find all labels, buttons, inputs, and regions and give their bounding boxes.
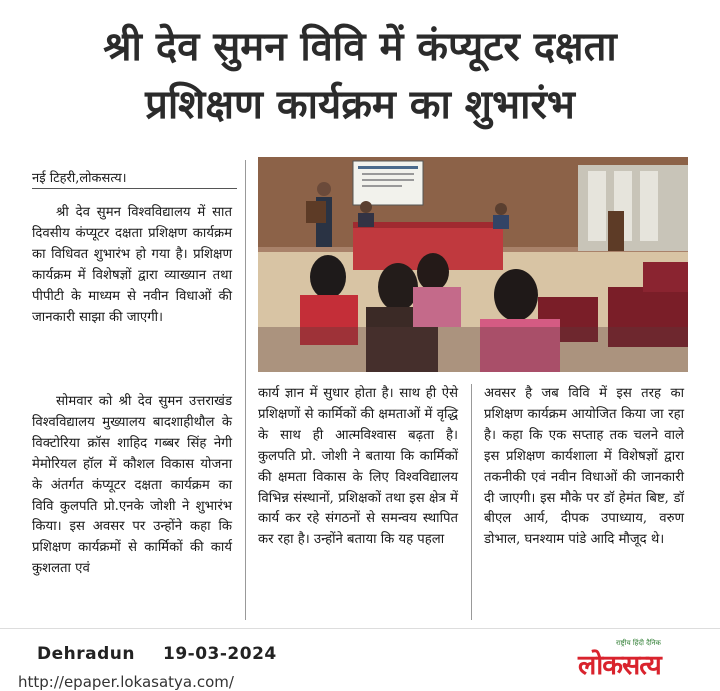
headline-line-2: प्रशिक्षण कार्यक्रम का शुभारंभ <box>145 82 575 128</box>
column-1-paragraph-1 <box>32 203 232 328</box>
newspaper-logo <box>578 641 704 681</box>
epaper-url[interactable]: http://epaper.lokasatya.com/ <box>18 673 234 691</box>
dateline: नई टिहरी,लोकसत्य। <box>32 168 237 189</box>
column-3 <box>484 384 684 551</box>
paragraph: सोमवार को श्री देव सुमन उत्तराखंड विश्वविद्यालय मुख्यालय बादशाहीथौल के विक्टोरिया क्रॉस शाहिद गब्बर सिंह नेगी मेमोरियल हॉल में कौशल विकास योजना के अंतर्गत कंप्यूटर दक्षता कार्यक्रम का विवि कुलपति प्रो.एनके जोशी ने शुभारंभ किया। इस अवसर पर उन्होंने कहा कि प्रशिक्षण कार्यक्रमों से कार्मिकों की कार्य कुशलता एवं <box>32 394 232 577</box>
paragraph: श्री देव सुमन विश्वविद्यालय में सात दिवसीय कंप्यूटर दक्षता प्रशिक्षण कार्यक्रम का विधिवत शुभारंभ हो गया है। प्रशिक्षण कार्यक्रम में विशेषज्ञों द्वारा व्याख्यान तथा पीपीटी के माध्यम से नवीन विधाओं की जानकारी साझा की जाएगी। <box>32 205 232 325</box>
column-1-paragraph-2 <box>32 392 232 580</box>
news-photo <box>258 157 688 372</box>
headline-line-1: श्री देव सुमन विवि में कंप्यूटर दक्षता <box>103 24 617 70</box>
edition-city: Dehradun <box>37 644 135 664</box>
column-divider <box>471 384 472 620</box>
logo-text: लोकसत्य <box>578 650 661 681</box>
paragraph: अवसर है जब विवि में इस तरह का प्रशिक्षण कार्यक्रम आयोजित किया जा रहा है। कहा कि एक सप्ताह तक चलने वाले इस प्रशिक्षण कार्यशाला में विशेषज्ञों द्वारा तकनीकी एवं नवीन विधाओं की जानकारी दी जाएगी। इस मौके पर डॉ हेमंत बिष्ट, डॉ बीएल आर्य, दीपक उपाध्याय, वरुण डोभाल, घनश्याम पांडे आदि मौजूद थे। <box>484 386 684 548</box>
column-divider <box>245 160 246 620</box>
photo-illustration <box>258 157 688 372</box>
column-2 <box>258 384 458 551</box>
edition-date: 19-03-2024 <box>162 644 277 664</box>
headline <box>0 18 720 134</box>
logo-tagline: राष्ट्रीय हिंदी दैनिक <box>616 639 661 647</box>
footer <box>0 628 720 691</box>
paragraph: कार्य ज्ञान में सुधार होता है। साथ ही ऐसे प्रशिक्षणों से कार्मिकों की क्षमताओं में वृद्धि के साथ ही आत्मविश्वास बढ़ता है। कुलपति प्रो. जोशी ने बताया कि कार्मिकों की क्षमता विकास के लिए विश्वविद्यालय विभिन्न संस्थानों, प्रशिक्षकों तथा इस क्षेत्र में कार्य कर रहे संगठनों से समन्वय स्थापित कर रहा है। उन्होंने बताया कि यह पहला <box>258 386 458 548</box>
edition-line <box>37 644 305 664</box>
